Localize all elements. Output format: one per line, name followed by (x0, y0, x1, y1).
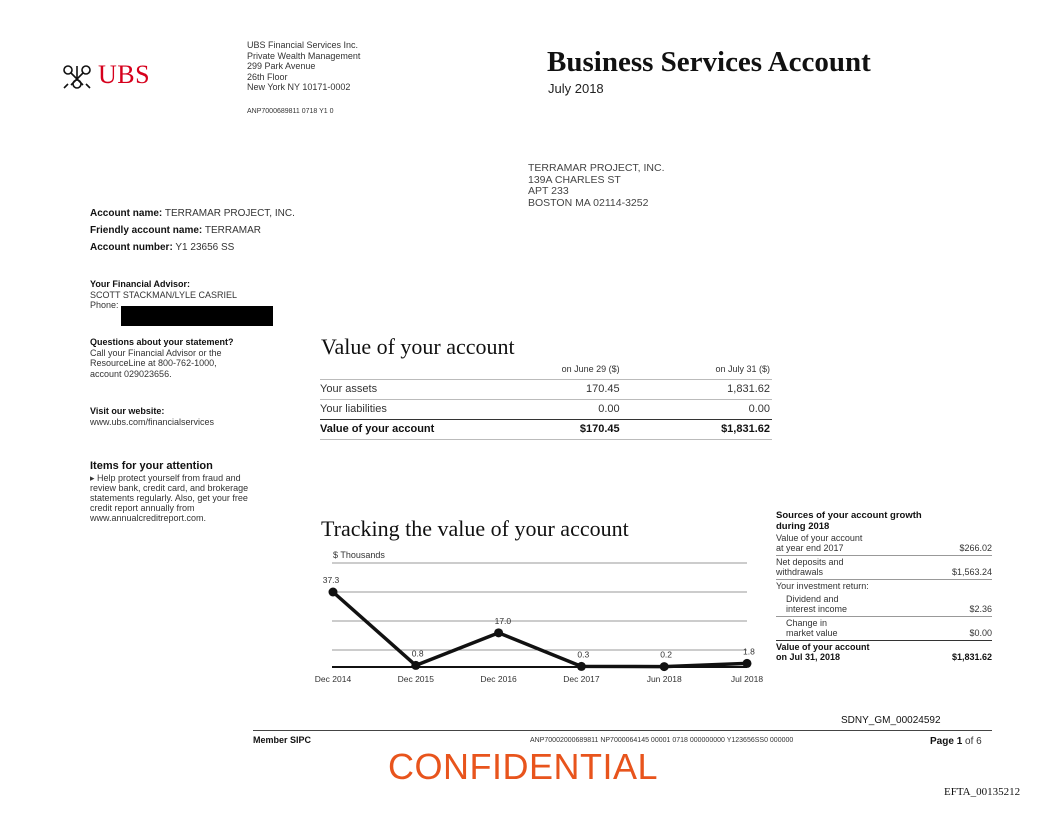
row-label: Your assets (320, 380, 462, 400)
sources-row-label-line: withdrawals (776, 567, 824, 577)
account-name-value: TERRAMAR PROJECT, INC. (164, 208, 295, 219)
data-point (329, 588, 338, 597)
tracking-title: Tracking the value of your account (321, 516, 629, 541)
table-row (320, 380, 772, 400)
attention-heading: Items for your attention (90, 460, 213, 472)
series-line (333, 592, 747, 667)
data-label: 0.3 (577, 649, 590, 660)
account-name-row (90, 205, 295, 222)
sources-row-label-line: Change in (786, 618, 828, 628)
sources-row (776, 532, 992, 555)
page-number (930, 736, 982, 747)
address-line: UBS Financial Services Inc. (247, 40, 359, 50)
page-current: 1 (956, 736, 963, 747)
mailing-address (528, 163, 665, 209)
sources-row-label (776, 533, 862, 553)
attention-line: review bank, credit card, and brokerage (90, 483, 249, 493)
data-point (577, 662, 586, 671)
address-line: Private Wealth Management (247, 50, 361, 61)
data-label: 0.8 (411, 648, 424, 659)
questions-section (90, 337, 280, 379)
sources-rows (776, 532, 992, 664)
attention-section (90, 461, 300, 523)
friendly-name-row (90, 222, 295, 239)
sources-heading-line: during 2018 (776, 521, 830, 532)
redaction-box (121, 306, 273, 326)
data-point (494, 628, 503, 637)
sources-row-label-line: Your investment return: (776, 581, 869, 591)
sources-row-label-line: interest income (786, 604, 848, 614)
footer-code: ANP70002000689811 NP7000064145 00001 0718 000000000 Y123656SS0 000000 (530, 737, 794, 744)
sources-row-label-line: market value (786, 628, 838, 638)
address-line: APT 233 (528, 185, 569, 197)
header-blank (320, 362, 462, 380)
x-tick-label: Jul 2018 (730, 674, 764, 684)
logo-wordmark: UBS (98, 60, 151, 89)
sources-heading-line: Sources of your account growth (776, 510, 922, 521)
sources-row-value: $266.02 (959, 543, 992, 553)
value-section-title: Value of your account (321, 334, 515, 359)
value-line-chart (310, 555, 770, 690)
sources-row-label-line: Value of your account (776, 533, 863, 543)
address-line: 299 Park Avenue (247, 61, 316, 71)
value-table (320, 362, 772, 440)
questions-line: ResourceLine at 800-762-1000, (90, 358, 217, 368)
row-label: Your liabilities (320, 400, 462, 420)
address-line: TERRAMAR PROJECT, INC. (528, 162, 665, 174)
row-value-july: 1,831.62 (622, 380, 772, 400)
sources-row-value: $0.00 (969, 628, 992, 638)
statement-period: July 2018 (548, 81, 604, 96)
col-july: on July 31 ($) (715, 364, 770, 374)
website-url: www.ubs.com/financialservices (90, 416, 215, 427)
x-tick-label: Dec 2014 (314, 674, 352, 684)
chart-unit-label: $ Thousands (333, 550, 385, 560)
document-code: ANP7000689811 0718 Y1 0 (247, 108, 334, 115)
address-line: BOSTON MA 02114-3252 (528, 196, 649, 209)
x-tick-label: Dec 2017 (563, 674, 600, 684)
row-value-june: 170.45 (462, 380, 622, 400)
total-row (320, 420, 772, 440)
questions-heading: Questions about your statement? (90, 337, 234, 347)
sources-row (776, 579, 992, 593)
bank-address (247, 40, 360, 93)
data-label: 0.2 (660, 649, 673, 660)
member-sipc: Member SIPC (253, 735, 312, 745)
x-tick-label: Jun 2018 (646, 674, 682, 684)
website-heading: Visit our website: (90, 406, 165, 416)
sources-row-label (776, 557, 844, 577)
row-value-july: 0.00 (622, 400, 772, 420)
address-line: New York NY 10171-0002 (247, 82, 351, 92)
total-value-july: $1,831.62 (622, 420, 772, 440)
address-line: 139A CHARLES ST (528, 173, 621, 186)
total-value-june: $170.45 (462, 420, 622, 440)
sources-row-value: $1,831.62 (951, 652, 992, 662)
x-tick-label: Dec 2015 (397, 674, 434, 684)
advisor-heading: Your Financial Advisor: (90, 279, 191, 289)
x-tick-label: Dec 2016 (480, 674, 517, 684)
sources-row (776, 555, 992, 579)
sources-row-label (776, 618, 838, 638)
advisor-names: SCOTT STACKMAN/LYLE CASRIEL (90, 289, 238, 300)
sources-panel (776, 510, 992, 664)
table-row (320, 400, 772, 420)
data-label: 17.0 (494, 615, 512, 626)
page-label: Page (930, 736, 954, 747)
sources-row (776, 640, 992, 664)
attention-line: www.annualcreditreport.com. (90, 513, 207, 523)
questions-line: Call your Financial Advisor or the (90, 347, 222, 358)
sources-row (776, 593, 992, 616)
data-point (743, 659, 752, 668)
account-name-label: Account name: (90, 208, 163, 219)
value-table-header (320, 362, 772, 380)
account-number-row (90, 239, 295, 256)
sources-row-label-line: Value of your account (776, 642, 870, 652)
attention-line: ▸ Help protect yourself from fraud and (90, 473, 241, 483)
sources-row-label-line: Dividend and (786, 594, 839, 604)
sources-row-label-line: at year end 2017 (776, 543, 844, 553)
address-line: 26th Floor (247, 71, 288, 82)
col-june: on June 29 ($) (561, 364, 620, 374)
attention-line: credit report annually from (90, 503, 195, 513)
sources-row-label-line: on Jul 31, 2018 (776, 652, 841, 662)
sources-row (776, 616, 992, 640)
ubs-logo (60, 60, 170, 94)
phone-label: Phone: (90, 300, 119, 310)
sources-row-label (776, 594, 847, 614)
efta-number: EFTA_00135212 (944, 786, 1021, 798)
page-total: of 6 (965, 736, 982, 747)
total-label: Value of your account (320, 420, 462, 440)
website-section (90, 406, 214, 427)
data-label: 37.3 (322, 575, 340, 585)
page-title: Business Services Account (547, 46, 871, 78)
sources-row-label (776, 642, 870, 662)
row-value-june: 0.00 (462, 400, 622, 420)
questions-line: account 029023656. (90, 368, 172, 379)
sources-heading (776, 510, 992, 532)
sources-row-label (776, 581, 869, 591)
account-info (90, 205, 295, 256)
confidential-stamp: CONFIDENTIAL (388, 746, 659, 787)
account-number-value: Y1 23656 SS (175, 242, 235, 253)
ubs-keys-icon (60, 62, 94, 92)
attention-line: statements regularly. Also, get your free (90, 493, 248, 503)
friendly-name-label: Friendly account name: (90, 225, 203, 236)
friendly-name-value: TERRAMAR (204, 225, 261, 236)
footer-divider (253, 730, 992, 731)
account-number-label: Account number: (90, 242, 173, 253)
data-point (660, 662, 669, 671)
data-label: 1.8 (743, 646, 755, 657)
bates-number: SDNY_GM_00024592 (841, 715, 941, 726)
sources-row-label-line: Net deposits and (776, 557, 844, 567)
sources-row-value: $1,563.24 (951, 567, 992, 577)
sources-row-value: $2.36 (969, 604, 992, 614)
data-point (411, 661, 420, 670)
